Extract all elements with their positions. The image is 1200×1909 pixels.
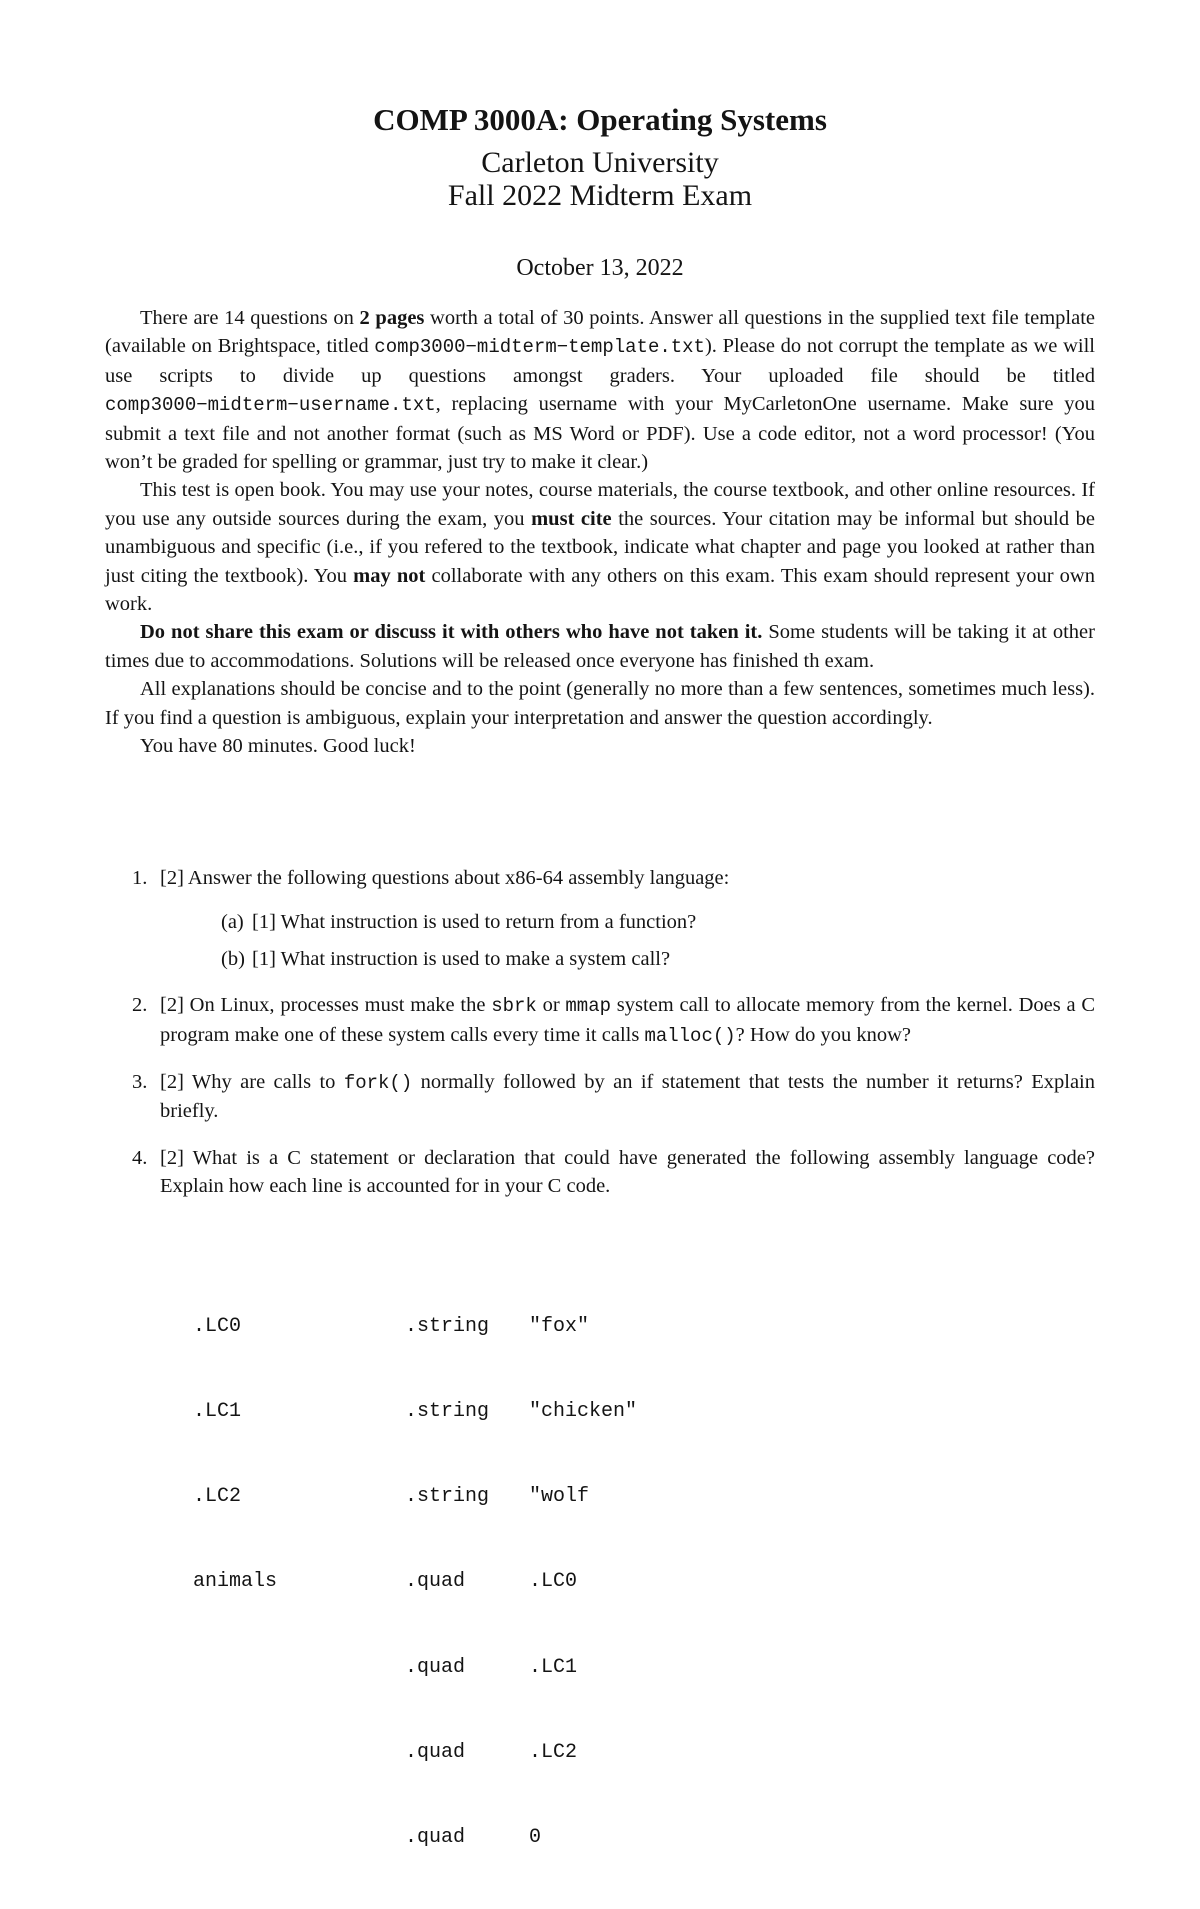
subquestion-text: [1] What instruction is used to make a system call?: [252, 947, 671, 970]
question-text: [2] Answer the following questions about x86-64 assembly language:: [160, 867, 730, 889]
code-directive: .quad: [405, 1655, 466, 1679]
question-4: [105, 1144, 1095, 1201]
subquestion-label: (a): [221, 911, 244, 934]
course-title: COMP 3000A: Operating Systems: [373, 102, 827, 137]
instructions-paragraph-5: You have 80 minutes. Good luck!: [140, 735, 416, 758]
question-1b: [160, 945, 1095, 973]
code-row: [193, 1568, 637, 1596]
assembly-listing: [193, 1256, 637, 1909]
code-operand: .LC0: [529, 1570, 578, 1594]
code-operand: "wolf: [529, 1485, 590, 1509]
code-row: [193, 1739, 637, 1767]
question-3: 3. [2] Why are calls to fork() normally followed by an if statement that tests the number it returns? Explain briefly.: [105, 1068, 1095, 1126]
question-1a: [160, 908, 1095, 936]
code-operand: 0: [529, 1826, 542, 1850]
instructions-paragraph-4: All explanations should be concise and to the point (generally no more than a few sentences, sometimes much less). If you find a question is ambiguous, explain your interpretation and answer the question accordingly.: [105, 678, 1095, 729]
code-row: [193, 1398, 637, 1426]
question-1: [105, 864, 1095, 973]
template-filename: comp3000−midterm−template.txt: [374, 336, 705, 359]
code-row: [193, 1483, 637, 1511]
code-label: .LC0: [193, 1314, 242, 1338]
instructions-paragraph-2: This test is open book. You may use your notes, course materials, the course textbook, and other online resources. If you use any outside sources during the exam, you must cite the sources. Your citation may be informal but should be unambiguous and specific (i.e., if you refered to the textbook, indicate what chapter and page you looked at rather than just citing the textbook). You may not collaborate with any others on this exam. This exam should represent your own work.: [105, 479, 1095, 616]
code-malloc: malloc(): [644, 1024, 736, 1047]
code-fork: fork(): [343, 1072, 413, 1095]
institution-name: Carleton University: [481, 146, 719, 179]
instructions-paragraph-3: Do not share this exam or discuss it with others who have not taken it. Some students will be taking it at other times due to accommodations. Solutions will be released once everyone has finished th exam.: [105, 621, 1095, 672]
subquestion-text: [1] What instruction is used to return from a function?: [252, 911, 697, 934]
code-directive: .string: [405, 1485, 490, 1509]
question-2: 2. [2] On Linux, processes must make the sbrk or mmap system call to allocate memory from the kernel. Does a C program make one of these system calls every time it calls malloc()? How do you know?: [105, 991, 1095, 1050]
code-directive: .string: [405, 1400, 490, 1424]
question-number: 4.: [132, 1146, 148, 1169]
code-label: animals: [193, 1570, 278, 1594]
emphasis: must cite: [531, 507, 612, 530]
code-label: .LC1: [193, 1400, 242, 1424]
code-operand: .LC1: [529, 1655, 578, 1679]
code-directive: .quad: [405, 1570, 466, 1594]
question-number: 2.: [132, 994, 148, 1017]
question-list: [105, 864, 1095, 1219]
code-directive: .quad: [405, 1740, 466, 1764]
instructions-paragraph-1: There are 14 questions on 2 pages worth a total of 30 points. Answer all questions in the supplied text file template (available on Brightspace, titled comp3000−midterm−template.txt). Please do not corrupt the template as we will use scripts to divide up questions amongst graders. Your uploaded file should be titled comp3000−midterm−username.txt, replacing username with your MyCarletonOne username. Make sure you submit a text file and not another format (such as MS Word or PDF). Use a code editor, not a word processor! (You won’t be graded for spelling or grammar, just try to make it clear.): [105, 307, 1095, 474]
exam-name: Fall 2022 Midterm Exam: [447, 179, 753, 212]
code-row: [193, 1824, 637, 1852]
instructions: [105, 304, 1095, 761]
code-row: [193, 1313, 637, 1341]
exam-date: October 13, 2022: [516, 255, 684, 281]
code-row: [193, 1654, 637, 1682]
code-operand: "chicken": [529, 1400, 638, 1424]
question-number: 3.: [132, 1071, 148, 1094]
upload-filename: comp3000−midterm−username.txt: [105, 394, 436, 417]
emphasis: Do not share this exam or discuss it with others who have not taken it.: [140, 621, 763, 644]
question-text: [2] What is a C statement or declaration that could have generated the following assembly language code? Explain how each line is accounted for in your C code.: [160, 1146, 1095, 1198]
code-operand: "fox": [529, 1314, 590, 1338]
code-directive: .string: [405, 1314, 490, 1338]
code-mmap: mmap: [565, 995, 612, 1018]
question-number: 1.: [132, 867, 148, 889]
code-label: .LC2: [193, 1485, 242, 1509]
code-sbrk: sbrk: [491, 995, 537, 1018]
emphasis: 2 pages: [359, 307, 425, 329]
code-operand: .LC2: [529, 1740, 578, 1764]
emphasis: may not: [353, 564, 426, 587]
code-directive: .quad: [405, 1826, 466, 1850]
subquestion-label: (b): [221, 947, 245, 970]
